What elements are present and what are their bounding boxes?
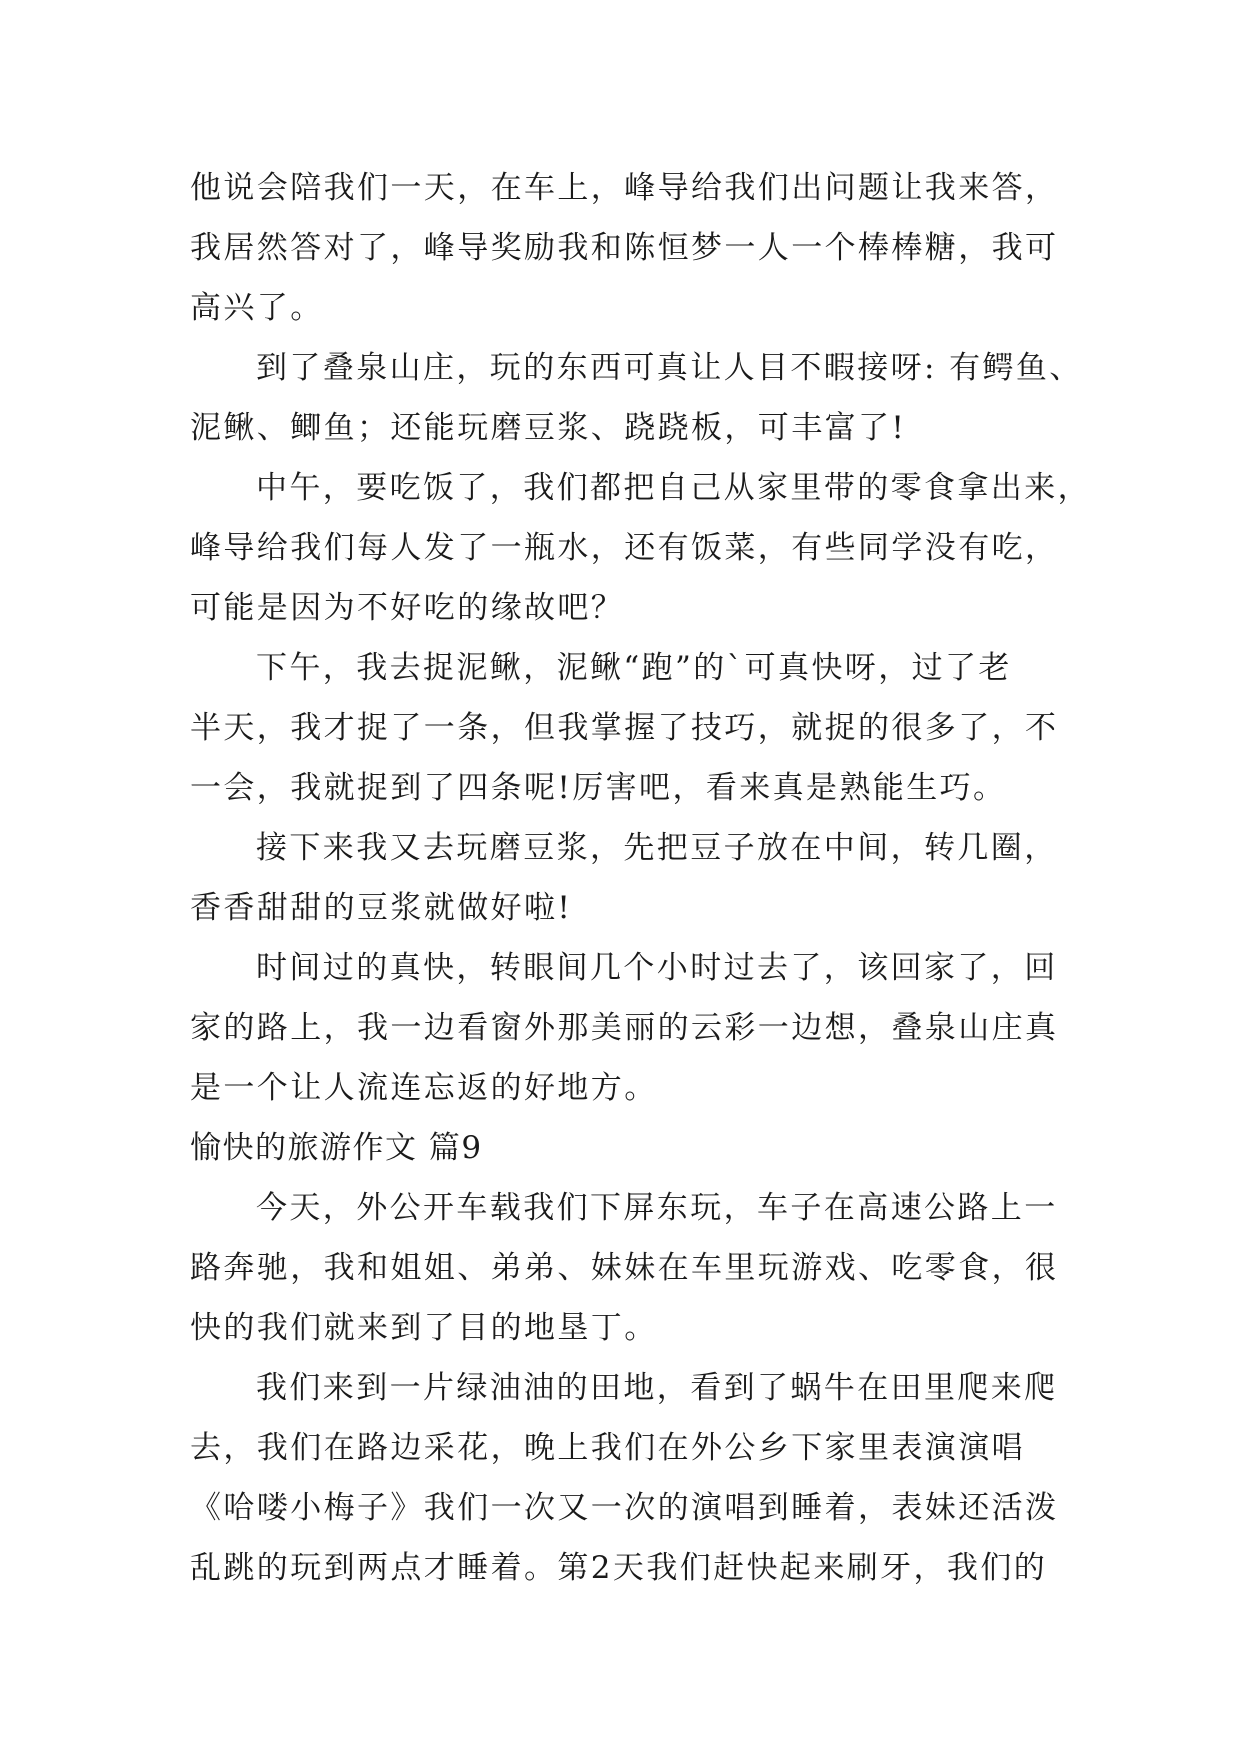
paragraph-first-line: 今天，外公开车载我们下屏东玩，车子在高速公路上一	[256, 1190, 1058, 1226]
text-line: 路奔驰，我和姐姐、弟弟、妹妹在车里玩游戏、吃零食，很	[190, 1250, 1059, 1286]
text-line: 家的路上，我一边看窗外那美丽的云彩一边想，叠泉山庄真	[190, 1010, 1059, 1046]
text-line: 泥鳅、鲫鱼；还能玩磨豆浆、跷跷板，可丰富了!	[190, 410, 907, 446]
text-line: 乱跳的玩到两点才睡着。第2天我们赶快起来刷牙，我们的	[190, 1550, 1048, 1586]
text-line: 去，我们在路边采花，晚上我们在外公乡下家里表演演唱	[190, 1430, 1025, 1466]
text-line: 《哈喽小梅子》我们一次又一次的演唱到睡着，表妹还活泼	[190, 1490, 1059, 1526]
text-line: 高兴了。	[190, 290, 324, 326]
paragraph-first-line: 下午，我去捉泥鳅，泥鳅“跑”的`可真快呀，过了老	[256, 650, 1012, 686]
text-line: 是一个让人流连忘返的好地方。	[190, 1070, 658, 1106]
paragraph-first-line: 接下来我又去玩磨豆浆，先把豆子放在中间，转几圈，	[256, 830, 1058, 866]
paragraph-first-line: 时间过的真快，转眼间几个小时过去了，该回家了，回	[256, 950, 1058, 986]
text-line: 我居然答对了，峰导奖励我和陈恒梦一人一个棒棒糖，我可	[190, 230, 1059, 266]
text-line: 香香甜甜的豆浆就做好啦!	[190, 890, 573, 926]
text-line: 他说会陪我们一天，在车上，峰导给我们出问题让我来答，	[190, 170, 1059, 206]
text-line: 峰导给我们每人发了一瓶水，还有饭菜，有些同学没有吃，	[190, 530, 1059, 566]
text-line: 可能是因为不好吃的缘故吧？	[190, 590, 625, 626]
text-line: 快的我们就来到了目的地垦丁。	[190, 1310, 658, 1346]
text-line: 一会，我就捉到了四条呢!厉害吧，看来真是熟能生巧。	[190, 770, 1007, 806]
paragraph-first-line: 我们来到一片绿油油的田地，看到了蜗牛在田里爬来爬	[256, 1370, 1058, 1406]
section-heading: 愉快的旅游作文 篇9	[190, 1130, 483, 1166]
paragraph-first-line: 到了叠泉山庄，玩的东西可真让人目不暇接呀: 有鳄鱼、	[256, 350, 1083, 386]
article-body	[190, 158, 1091, 1598]
paragraph-first-line: 中午，要吃饭了，我们都把自己从家里带的零食拿出来，	[256, 470, 1091, 506]
text-line: 半天，我才捉了一条，但我掌握了技巧，就捉的很多了，不	[190, 710, 1059, 746]
